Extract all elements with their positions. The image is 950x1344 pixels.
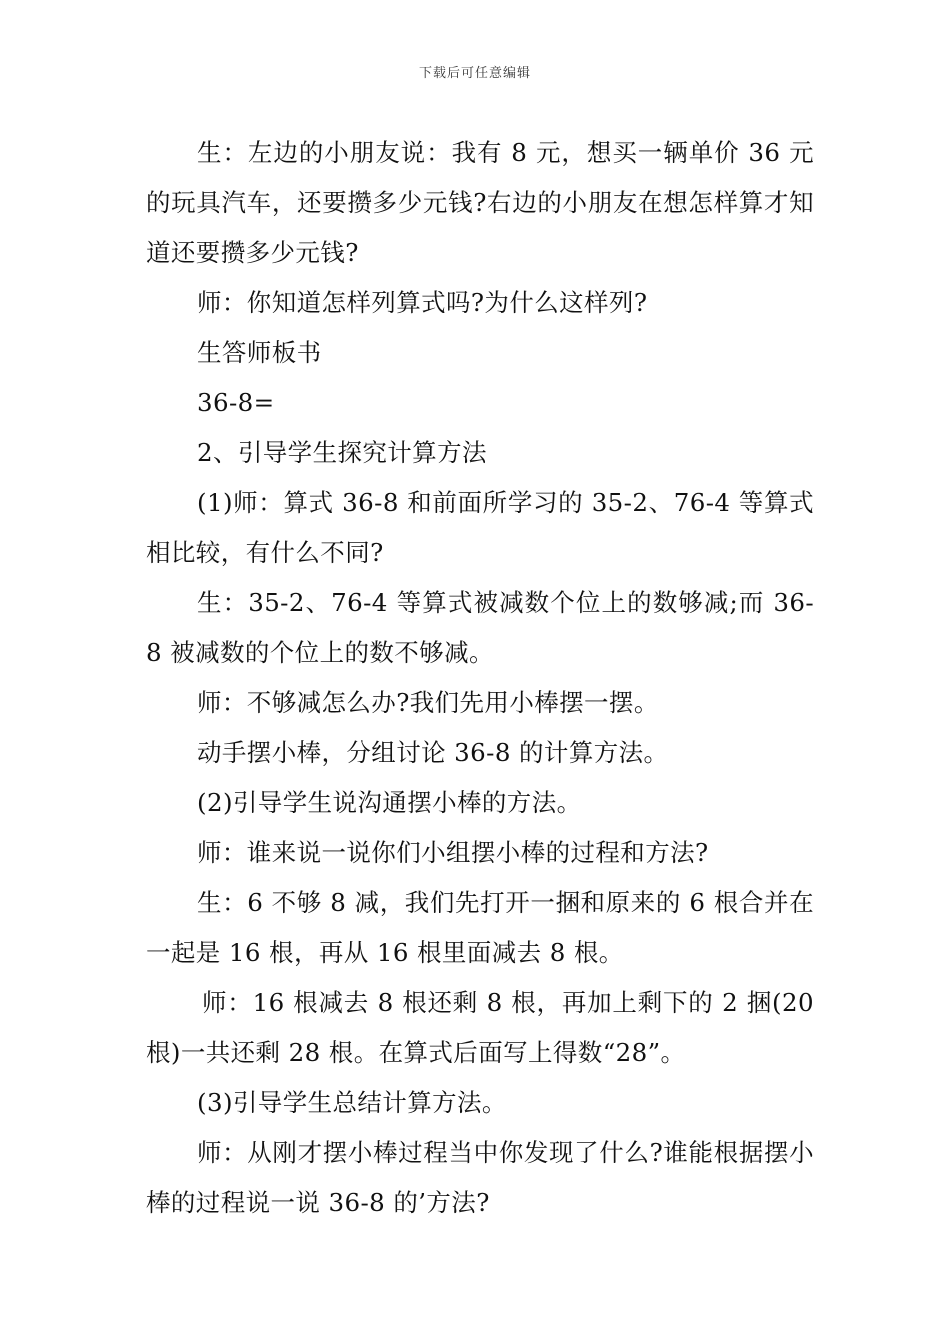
paragraph-student-toy-car: 生：左边的小朋友说：我有 8 元，想买一辆单价 36 元的玩具汽车，还要攒多少元钱?右边的小朋友在想怎样算才知道还要攒多少元钱? xyxy=(146,138,814,267)
paragraph-board-note: 生答师板书 xyxy=(197,338,322,367)
paragraph-group-discussion: 动手摆小棒，分组讨论 36-8 的计算方法。 xyxy=(197,738,669,767)
paragraph-teacher-ask-process: 师：谁来说一说你们小组摆小棒的过程和方法? xyxy=(197,838,709,867)
paragraph-student-compare: 生：35-2、76-4 等算式被减数个位上的数够减;而 36-8 被减数的个位上的数不够减。 xyxy=(146,588,814,667)
paragraph-teacher-sticks: 师：不够减怎么办?我们先用小棒摆一摆。 xyxy=(197,688,659,717)
paragraph-equation: 36-8= xyxy=(197,388,275,417)
paragraph-student-explain: 生：6 不够 8 减，我们先打开一捆和原来的 6 根合并在一起是 16 根，再从 16 根里面减去 8 根。 xyxy=(146,888,814,967)
page-header: 下载后可任意编辑 xyxy=(418,66,531,81)
paragraph-step-2: (2)引导学生说沟通摆小棒的方法。 xyxy=(197,788,582,817)
paragraph-teacher-question: 师：你知道怎样列算式吗?为什么这样列? xyxy=(197,288,648,317)
paragraph-section-heading: 2、引导学生探究计算方法 xyxy=(197,438,487,467)
paragraph-teacher-summary: 师：从刚才摆小棒过程当中你发现了什么?谁能根据摆小棒的过程说一说 36-8 的’方法? xyxy=(146,1138,814,1217)
paragraph-step-3: (3)引导学生总结计算方法。 xyxy=(197,1088,507,1117)
document-body xyxy=(146,128,814,1228)
paragraph-teacher-result: 师：16 根减去 8 根还剩 8 根，再加上剩下的 2 捆(20 根)一共还剩 28 根。在算式后面写上得数“28”。 xyxy=(146,988,814,1067)
paragraph-step-1: (1)师：算式 36-8 和前面所学习的 35-2、76-4 等算式相比较，有什么不同? xyxy=(146,488,814,567)
